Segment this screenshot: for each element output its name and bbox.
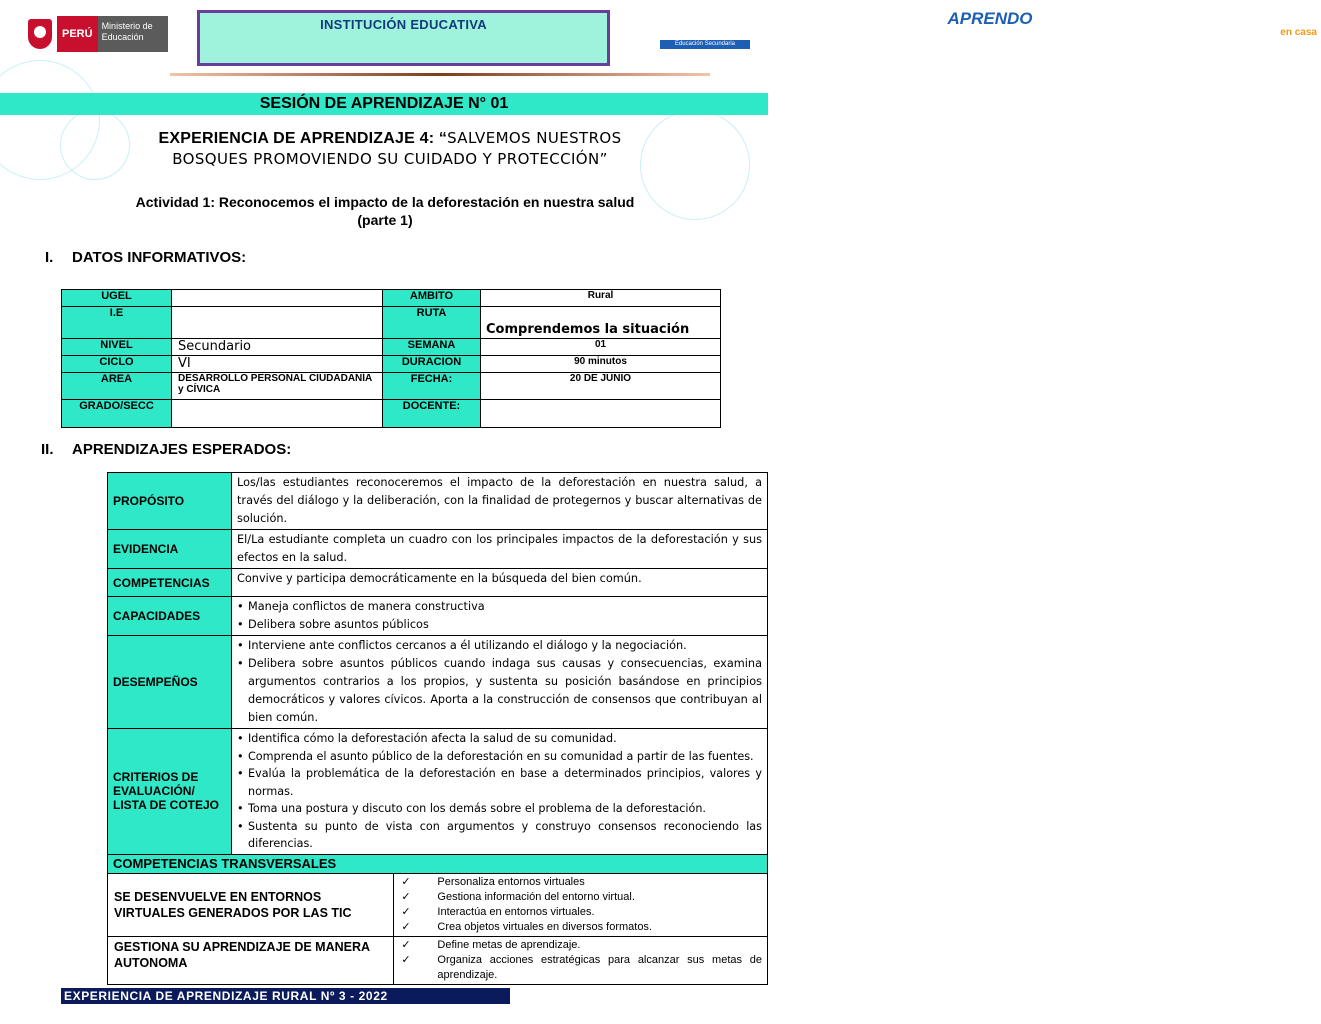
list-item: • Comprenda el asunto público de la deforestación en su comunidad a partir de las fuentes. <box>237 748 762 766</box>
table-row <box>62 307 721 339</box>
experience-prefix: EXPERIENCIA DE APRENDIZAJE 4: “ <box>158 130 448 147</box>
table-row <box>62 356 721 373</box>
desempenos-list <box>232 636 768 729</box>
list-item: • Evalúa la problemática de la deforestación en base a determinados principios, valores y normas. <box>237 765 762 800</box>
table-row <box>62 290 721 307</box>
table-row <box>108 854 768 873</box>
gestiona-label: GESTIONA SU APRENDIZAJE DE MANERA AUTONOMA <box>108 936 394 984</box>
duracion-value: 90 minutos <box>481 356 721 373</box>
desempenos-label: DESEMPEÑOS <box>108 636 232 729</box>
capacidades-list <box>232 597 768 636</box>
semana-label: SEMANA <box>383 339 481 356</box>
session-title: SESIÓN DE APRENDIZAJE N° 01 <box>0 93 768 115</box>
ugel-value <box>172 290 383 307</box>
criterios-list <box>232 729 768 855</box>
decorative-divider <box>170 73 710 76</box>
competencias-label: COMPETENCIAS <box>108 569 232 597</box>
area-label: AREA <box>62 373 172 400</box>
experience-line1: SALVEMOS NUESTROS <box>447 129 622 147</box>
activity-line2: (parte 1) <box>357 212 413 228</box>
aprendo-en-casa-logo <box>660 9 1317 54</box>
learning-table <box>107 472 768 985</box>
duracion-label: DURACION <box>383 356 481 373</box>
ruta-value: Comprendemos la situación <box>481 307 721 339</box>
aprendo-title: APRENDO <box>947 9 1033 28</box>
table-row <box>108 597 768 636</box>
nivel-value: Secundario <box>172 339 383 356</box>
list-item: ✓ Organiza acciones estratégicas para alcanzar sus metas de aprendizaje. <box>399 953 762 983</box>
ie-value <box>172 307 383 339</box>
tic-label: SE DESENVUELVE EN ENTORNOS VIRTUALES GENERADOS POR LAS TIC <box>108 873 394 936</box>
aprendo-subtitle: en casa <box>1280 27 1317 38</box>
criterios-label-line3: LISTA DE COTEJO <box>113 798 220 813</box>
fecha-label: FECHA: <box>383 373 481 400</box>
table-row <box>108 873 768 936</box>
section-2-title: APRENDIZAJES ESPERADOS: <box>72 441 292 458</box>
ugel-label: UGEL <box>62 290 172 307</box>
list-item: ✓ Interactúa en entornos virtuales. <box>399 905 762 920</box>
proposito-text: Los/las estudiantes reconoceremos el impacto de la deforestación en nuestra salud, a través del diálogo y la deliberación, con la finalidad de protegernos y buscar alternativas de solución. <box>232 473 768 530</box>
section-1-number: I. <box>45 249 54 266</box>
section-1-title: DATOS INFORMATIVOS: <box>72 249 247 266</box>
ambito-label: AMBITO <box>383 290 481 307</box>
fecha-value: 20 DE JUNIO <box>481 373 721 400</box>
institution-label: INSTITUCIÓN EDUCATIVA <box>320 17 487 32</box>
table-row <box>62 400 721 428</box>
list-item: • Delibera sobre asuntos públicos cuando indaga sus causas y consecuencias, examina argumentos contrarios a los propios, y sustenta su posición basándose en principios democráticos y valores cívicos. Aporta a la construcción de consensos que contribuyan al bien común. <box>237 655 762 727</box>
activity-line1: Actividad 1: Reconocemos el impacto de la deforestación en nuestra salud <box>135 194 635 210</box>
table-row <box>62 339 721 356</box>
list-item: • Identifica cómo la deforestación afecta la salud de su comunidad. <box>237 730 762 748</box>
ambito-value: Rural <box>481 290 721 307</box>
list-item: ✓ Personaliza entornos virtuales <box>399 875 762 890</box>
table-row <box>108 569 768 597</box>
info-table <box>61 289 721 428</box>
list-item: ✓ Gestiona información del entorno virtual. <box>399 890 762 905</box>
institution-box <box>197 10 610 66</box>
competencias-text: Convive y participa democráticamente en la búsqueda del bien común. <box>232 569 768 597</box>
grado-label: GRADO/SECC <box>62 400 172 428</box>
peru-label: PERÚ <box>57 16 98 52</box>
table-row <box>108 636 768 729</box>
ruta-label: RUTA <box>383 307 481 339</box>
list-item: ✓ Crea objetos virtuales en diversos formatos. <box>399 920 762 935</box>
table-row <box>108 729 768 855</box>
experience-title <box>90 128 690 170</box>
grado-value <box>172 400 383 428</box>
transversal-band: COMPETENCIAS TRANSVERSALES <box>108 854 768 873</box>
footer-band: EXPERIENCIA DE APRENDIZAJE RURAL Nº 3 - 2022 <box>61 988 510 1004</box>
table-row <box>108 473 768 530</box>
evidencia-text: El/La estudiante completa un cuadro con los principales impactos de la deforestación y sus efectos en la salud. <box>232 530 768 569</box>
area-value: DESARROLLO PERSONAL CIUDADANÍA y CÍVICA <box>172 373 383 400</box>
list-item: • Delibera sobre asuntos públicos <box>237 616 762 634</box>
proposito-label: PROPÓSITO <box>108 473 232 530</box>
experience-line2: BOSQUES PROMOVIENDO SU CUIDADO Y PROTECCIÓN” <box>172 150 608 168</box>
list-item: • Sustenta su punto de vista con argumentos y construyo consensos reconociendo las diferencias. <box>237 818 762 853</box>
table-row <box>62 373 721 400</box>
ie-label: I.E <box>62 307 172 339</box>
criterios-label <box>108 729 232 855</box>
evidencia-label: EVIDENCIA <box>108 530 232 569</box>
table-row <box>108 530 768 569</box>
nivel-label: NIVEL <box>62 339 172 356</box>
tic-list <box>394 873 768 936</box>
list-item: • Maneja conflictos de manera constructiva <box>237 598 762 616</box>
aprendo-level: Educación Secundaria <box>660 40 750 49</box>
minedu-logo <box>28 14 168 54</box>
activity-title <box>100 193 670 229</box>
list-item: ✓ Define metas de aprendizaje. <box>399 938 762 953</box>
ciclo-label: CICLO <box>62 356 172 373</box>
peru-shield-icon <box>28 19 52 49</box>
gestiona-list <box>394 936 768 984</box>
capacidades-label: CAPACIDADES <box>108 597 232 636</box>
criterios-label-line2: EVALUACIÓN/ <box>113 784 195 799</box>
list-item: • Interviene ante conflictos cercanos a él utilizando el diálogo y la negociación. <box>237 637 762 655</box>
docente-label: DOCENTE: <box>383 400 481 428</box>
section-2-number: II. <box>41 441 54 458</box>
ministry-label: Ministerio de Educación <box>98 16 168 52</box>
list-item: • Toma una postura y discuto con los demás sobre el problema de la deforestación. <box>237 800 762 818</box>
semana-value: 01 <box>481 339 721 356</box>
table-row <box>108 936 768 984</box>
criterios-label-line1: CRITERIOS DE <box>113 770 199 785</box>
ciclo-value: VI <box>172 356 383 373</box>
docente-value <box>481 400 721 428</box>
